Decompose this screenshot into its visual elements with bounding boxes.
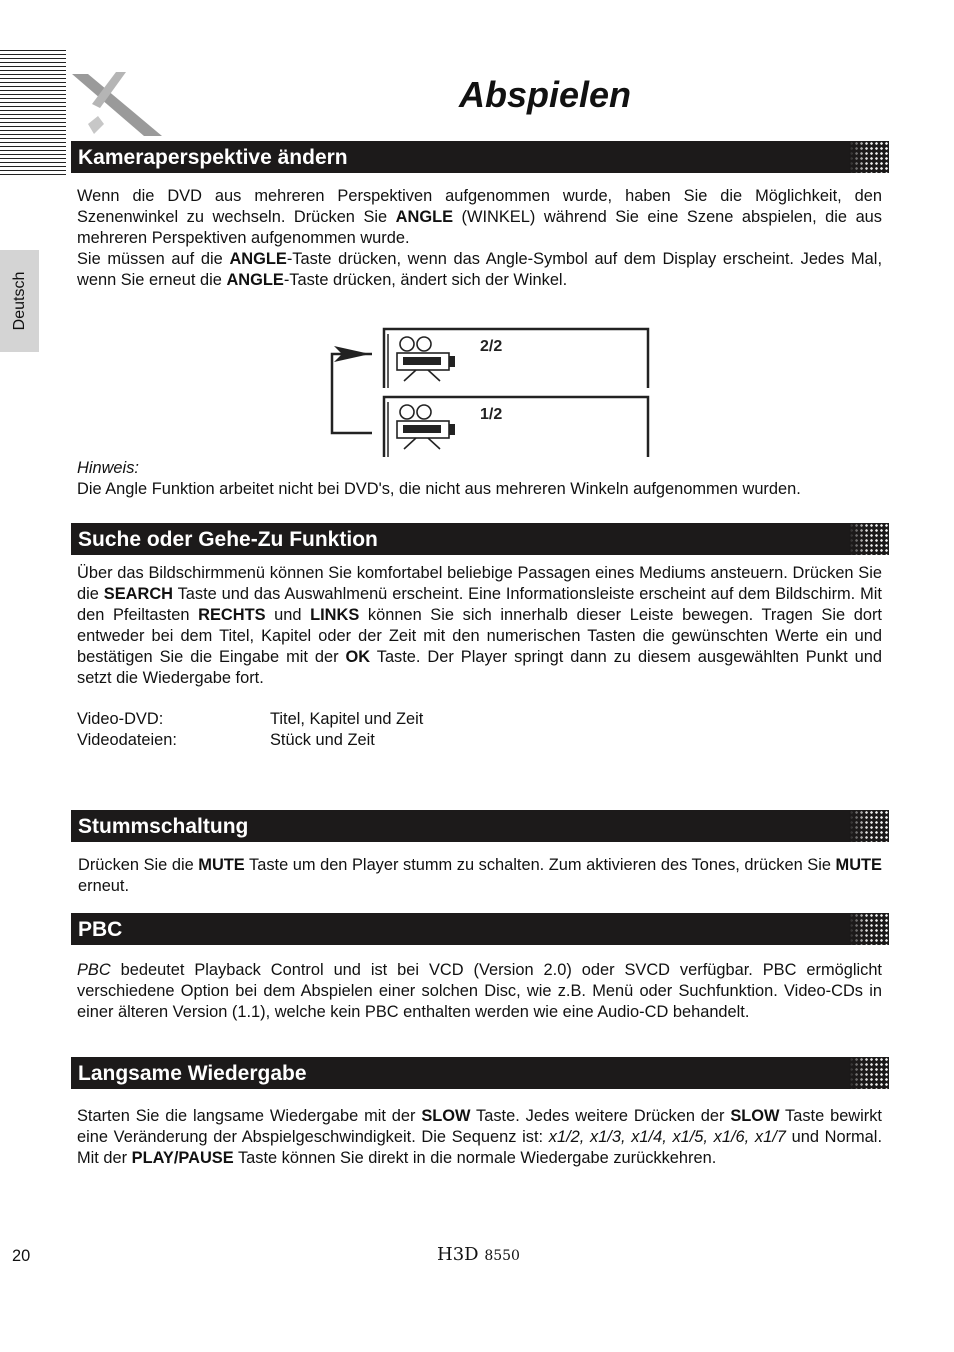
media-type: Videodateien: — [77, 731, 177, 749]
search-paragraph-1: Über das Bildschirmmenü können Sie komfortabel beliebige Passagen eines Mediums ansteuern. Drücken Sie die SEARCH Taste und das Auswahlmenü erscheint. Eine Informationsleiste erscheint auf dem Bildschirm. Mit den Pfeiltasten RECHTS und LINKS können Sie sich innerhalb dieser Leiste bewegen. Tragen Sie dort entweder bei dem Titel, Kapitel oder der Zeit mit den numerischen Tasten die gewünschten Werte ein und bestätigen Sie die Eingabe mit der OK Taste. Der Player springt dann zu diesem ausgewählten Punkt und setzt die Wiedergabe fort. — [77, 564, 882, 687]
pbc-paragraph-1: PBC bedeutet Playback Control und ist bei VCD (Version 2.0) oder SVCD verfügbar. PBC ermöglicht verschiedene Option bei dem Abspielen einer solchen Disc, wie z.B. Menü oder Suchfunktion. Video-CDs in einer älteren Version (1.1), welche kein PBC enthalten werden wie eine Audio-CD behandelt. — [77, 961, 882, 1021]
heading-dot-pattern — [849, 913, 889, 945]
media-options: Titel, Kapitel und Zeit — [270, 710, 424, 728]
list-item — [77, 730, 882, 751]
model-main: H3D — [437, 1244, 479, 1265]
language-tab-label: Deutsch — [10, 271, 28, 331]
angle-diagram — [328, 325, 653, 460]
camera-text-block — [77, 186, 882, 291]
model-sub: 8550 — [484, 1248, 520, 1264]
arrow-line — [332, 354, 372, 433]
mute-text-block — [78, 855, 882, 897]
camera-paragraph-1: Wenn die DVD aus mehreren Perspektiven aufgenommen wurde, haben Sie die Möglichkeit, den Szenenwinkel zu wechseln. Drücken Sie ANGLE (WINKEL) während Sie eine Szene abspielen, die aus mehreren Perspektiven aufgenommen wurde. — [77, 187, 882, 247]
media-options: Stück und Zeit — [270, 731, 375, 749]
section-heading-text: Suche oder Gehe-Zu Funktion — [78, 528, 378, 551]
angle-label-top: 2/2 — [480, 338, 503, 355]
section-heading-pbc — [71, 913, 889, 945]
section-heading-search — [71, 523, 889, 555]
heading-dot-pattern — [849, 810, 889, 842]
heading-dot-pattern — [849, 1057, 889, 1089]
slow-text-block — [77, 1106, 882, 1169]
section-heading-text: Stummschaltung — [78, 815, 249, 838]
heading-dot-pattern — [849, 141, 889, 173]
angle-label-bottom: 1/2 — [480, 406, 503, 423]
camera-paragraph-2: Sie müssen auf die ANGLE-Taste drücken, wenn das Angle-Symbol auf dem Display erscheint. Jedes Mal, wenn Sie erneut die ANGLE-Taste drücken, ändert sich der Winkel. — [77, 250, 882, 289]
section-heading-slow — [71, 1057, 889, 1089]
section-heading-text: Langsame Wiedergabe — [78, 1062, 307, 1085]
section-heading-text: Kameraperspektive ändern — [78, 146, 348, 169]
pbc-text-block — [77, 960, 882, 1023]
section-heading-text: PBC — [78, 918, 123, 941]
note-label: Hinweis: — [77, 459, 139, 477]
slow-paragraph-1: Starten Sie die langsame Wiedergabe mit der SLOW Taste. Jedes weitere Drücken der SLOW Taste bewirkt eine Veränderung der Abspielgeschwindigkeit. Die Sequenz ist: x1/2, x1/3, x1/4, x1/5, x1/6, x1/7 und Normal. Mit der PLAY/PAUSE Taste können Sie direkt in die normale Wiedergabe zurückkehren. — [77, 1107, 882, 1167]
model-name — [437, 1244, 520, 1265]
note-text: Die Angle Funktion arbeitet nicht bei DVD's, die nicht aus mehreren Winkeln aufgenommen wurden. — [77, 480, 801, 498]
list-item — [77, 709, 882, 730]
heading-dot-pattern — [849, 523, 889, 555]
section-heading-mute — [71, 810, 889, 842]
language-tab — [0, 250, 39, 352]
camera-icon — [397, 337, 455, 381]
page-title: Abspielen — [458, 74, 632, 115]
mute-paragraph-1: Drücken Sie die MUTE Taste um den Player stumm zu schalten. Zum aktivieren des Tones, drücken Sie MUTE erneut. — [78, 856, 882, 895]
camera-icon — [397, 405, 455, 449]
media-type: Video-DVD: — [77, 710, 164, 728]
camera-note — [77, 458, 882, 500]
search-text-block — [77, 563, 882, 689]
page-number: 20 — [12, 1247, 31, 1265]
section-heading-camera — [71, 141, 889, 173]
search-media-list — [77, 709, 882, 751]
